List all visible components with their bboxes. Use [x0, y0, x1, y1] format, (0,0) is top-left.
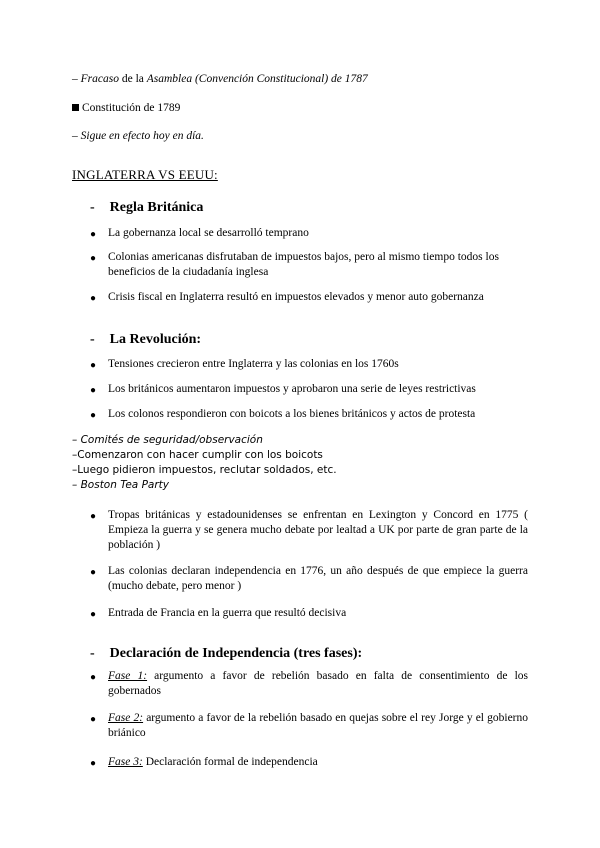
bullet-icon: ●	[90, 253, 97, 264]
list-item: La gobernanza local se desarrolló temprano	[108, 227, 309, 239]
list-item	[108, 711, 528, 741]
dash: –	[72, 449, 78, 461]
page-heading: INGLATERRA VS EEUU:	[72, 167, 218, 182]
fase-label: Fase 1:	[108, 670, 148, 682]
comites-text: Luego pidieron impuestos, reclutar soldados, etc.	[77, 464, 337, 476]
fase-text: argumento a favor de rebelión basado en falta de consentimiento de los gobernados	[108, 670, 528, 697]
list-item: Las colonias declaran independencia en 1776, un año después de que empiece la guerra (mucho debate, pero menor )	[108, 565, 528, 592]
top-line-3	[72, 129, 204, 144]
list-item: Tropas británicas y estadounidenses se enfrentan en Lexington y Concord en 1775 ( Empieza la guerra y se genera mucho debate por lealtad a UK por parte de gran parte de la población )	[108, 509, 528, 551]
bullet-icon: ●	[90, 229, 97, 240]
list-item: Los colonos respondieron con boicots a los bienes británicos y actos de protesta	[108, 408, 476, 420]
section-regla-header	[90, 198, 203, 216]
bullet-icon: ●	[90, 714, 97, 725]
section-title: Declaración de Independencia (tres fases):	[109, 646, 363, 661]
comites-text: Boston Tea Party	[80, 479, 169, 491]
de-la-text: de la	[118, 73, 147, 85]
dash: –	[72, 73, 78, 85]
asamblea-text: Asamblea (Convención Constitucional) de 1787	[146, 73, 368, 85]
list-item	[108, 755, 528, 770]
fase-text: argumento a favor de la rebelión basado en quejas sobre el rey Jorge y el gobierno briánico	[108, 712, 529, 739]
sigue-text: Sigue en efecto hoy en día.	[80, 130, 204, 142]
list-item: Los británicos aumentaron impuestos y aprobaron una serie de leyes restrictivas	[108, 383, 476, 395]
bullet-icon: ●	[90, 360, 97, 371]
dash: –	[72, 434, 78, 446]
comites-line	[72, 448, 323, 463]
bullet-icon: ●	[90, 567, 97, 578]
bullet-icon: ●	[90, 758, 97, 769]
dash: –	[72, 130, 78, 142]
comites-line	[72, 463, 337, 478]
comites-text: Comités de seguridad/observación	[80, 434, 263, 446]
section-dash: -	[90, 646, 95, 661]
comites-line	[72, 433, 263, 448]
top-line-2	[72, 101, 180, 116]
bullet-icon: ●	[90, 511, 97, 522]
list-item: Entrada de Francia en la guerra que resultó decisiva	[108, 607, 347, 619]
top-line-1	[72, 72, 368, 87]
square-bullet-icon	[72, 104, 79, 111]
list-item: Tensiones crecieron entre Inglaterra y las colonias en los 1760s	[108, 358, 399, 370]
comites-text: Comenzaron con hacer cumplir con los boicots	[77, 449, 323, 461]
list-item	[108, 669, 528, 699]
bullet-icon: ●	[90, 293, 97, 304]
fase-text: Declaración formal de independencia	[142, 756, 318, 768]
dash: –	[72, 479, 78, 491]
dash: –	[72, 464, 78, 476]
bullet-icon: ●	[90, 385, 97, 396]
list-item: Crisis fiscal en Inglaterra resultó en impuestos elevados y menor auto gobernanza	[108, 291, 484, 303]
list-item: Colonias americanas disfrutaban de impuestos bajos, pero al mismo tiempo todos los beneficios de la ciudadanía inglesa	[108, 251, 499, 278]
comites-line	[72, 478, 169, 493]
bullet-icon: ●	[90, 609, 97, 620]
bullet-icon: ●	[90, 410, 97, 421]
section-title: La Revolución:	[109, 332, 202, 347]
section-title: Regla Británica	[109, 200, 204, 215]
fracaso-text: Fracaso	[80, 73, 119, 85]
section-declaracion-header	[90, 644, 362, 662]
section-dash: -	[90, 200, 95, 215]
constitucion-text: Constitución de 1789	[82, 102, 181, 114]
fase-label: Fase 3:	[108, 756, 143, 768]
section-revolucion-header	[90, 330, 201, 348]
section-dash: -	[90, 332, 95, 347]
bullet-icon: ●	[90, 672, 97, 683]
fase-label: Fase 2:	[108, 712, 144, 724]
